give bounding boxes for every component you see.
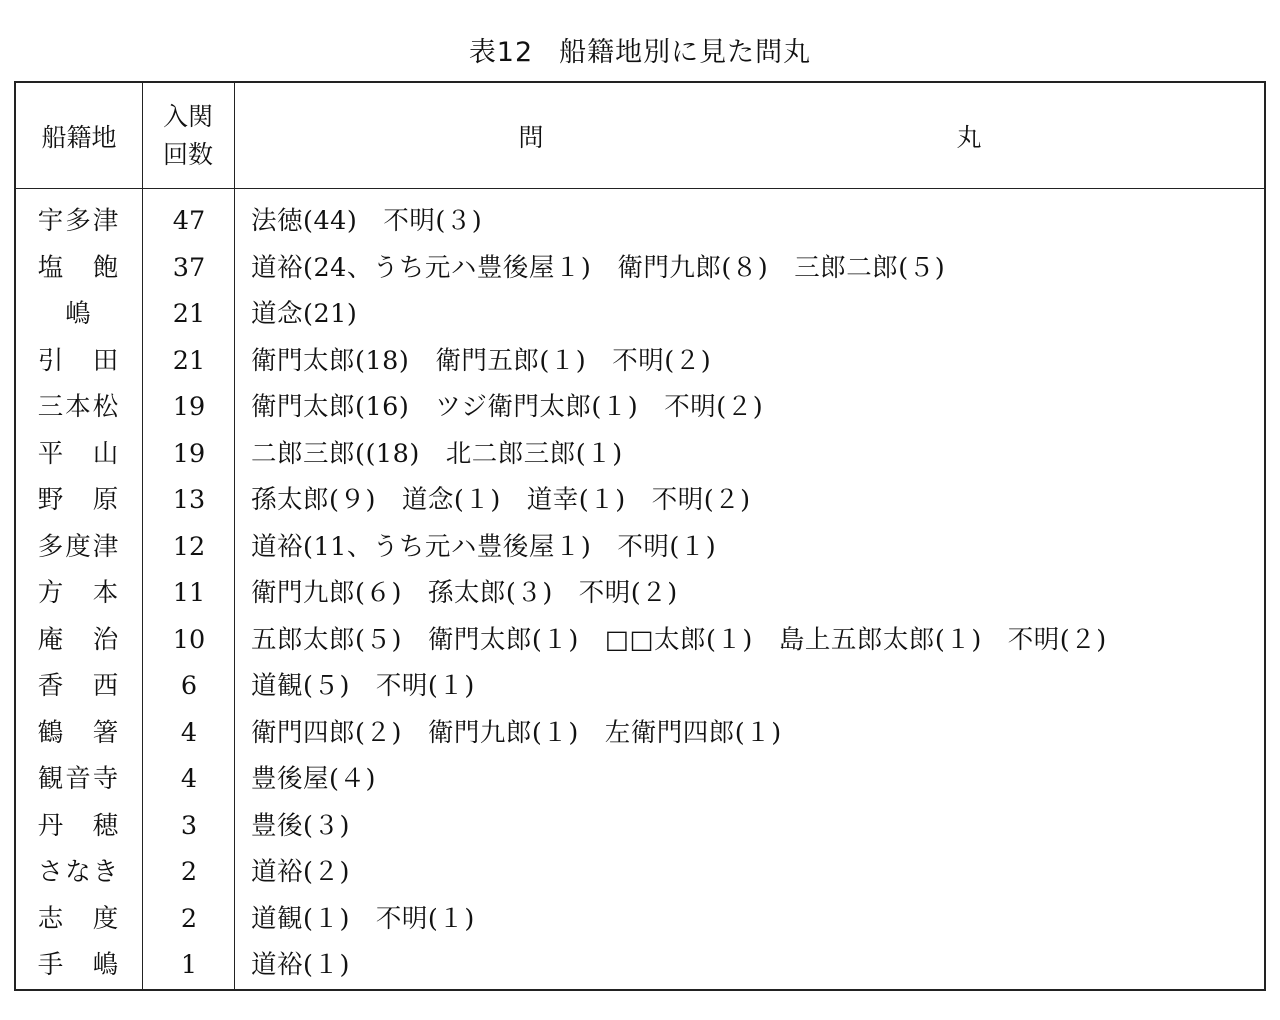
maru-cell: 衛門太郎(18) 衛門五郎(１) 不明(２)	[251, 345, 712, 376]
header-maru-left-label: 問	[518, 122, 544, 152]
maru-cell: 孫太郎(９) 道念(１) 道幸(１) 不明(２)	[251, 485, 751, 515]
count-cell: 37	[172, 252, 206, 283]
place-cell: 観音寺	[37, 764, 121, 794]
table-row	[16, 291, 1264, 338]
table-row	[16, 896, 1264, 943]
table-row	[16, 942, 1264, 989]
count-cell: 13	[172, 485, 206, 515]
maru-cell: 道裕(２)	[251, 857, 350, 887]
table-row	[16, 431, 1264, 478]
maru-cell: 道観(５) 不明(１)	[251, 671, 475, 701]
place-cell: 野 原	[37, 485, 121, 515]
place-cell: 嶋	[65, 299, 93, 329]
count-cell: 19	[172, 392, 206, 422]
place-cell: 三本松	[37, 392, 121, 422]
count-cell: 4	[180, 717, 198, 748]
header-divider	[16, 188, 1264, 189]
header-maru-left	[516, 83, 546, 188]
place-cell: 宇多津	[37, 206, 121, 236]
maru-cell: 豊後屋(４)	[251, 764, 376, 794]
maru-cell: 豊後(３)	[251, 810, 350, 841]
table-row	[16, 245, 1264, 292]
maru-cell: 道念(21)	[251, 299, 358, 329]
maru-cell: 法徳(44) 不明(３)	[251, 206, 483, 236]
place-cell: 引 田	[37, 345, 121, 376]
header-count	[142, 83, 234, 188]
table-row	[16, 338, 1264, 385]
place-cell: さなき	[37, 857, 121, 887]
header-count-line2: 回数	[162, 139, 213, 169]
header-maru-right-label: 丸	[956, 122, 982, 152]
table-row	[16, 198, 1264, 245]
table-row	[16, 710, 1264, 757]
table-row	[16, 663, 1264, 710]
maru-cell: 道裕(24、うち元ハ豊後屋１) 衛門九郎(８) 三郎二郎(５)	[251, 252, 946, 283]
count-cell: 1	[180, 950, 198, 980]
table-row	[16, 384, 1264, 431]
count-cell: 21	[172, 299, 206, 329]
table-title: 船籍地別に見た問丸	[559, 37, 812, 68]
maru-cell: 二郎三郎((18) 北二郎三郎(１)	[251, 438, 623, 469]
count-cell: 47	[172, 206, 206, 236]
table-row	[16, 617, 1264, 664]
maru-cell: 五郎太郎(５) 衛門太郎(１) □□太郎(１) 島上五郎太郎(１) 不明(２)	[251, 624, 1107, 655]
table-number: 表12	[468, 37, 534, 68]
table-row	[16, 849, 1264, 896]
table-row	[16, 524, 1264, 571]
count-cell: 2	[180, 903, 198, 934]
data-table	[14, 81, 1266, 991]
table-row	[16, 803, 1264, 850]
count-cell: 4	[180, 764, 198, 794]
maru-cell: 道観(１) 不明(１)	[251, 903, 475, 934]
count-cell: 6	[180, 671, 198, 701]
place-cell: 志 度	[37, 903, 121, 934]
table-row	[16, 477, 1264, 524]
header-place-label: 船籍地	[41, 122, 117, 152]
count-cell: 10	[172, 624, 206, 655]
place-cell: 方 本	[37, 578, 121, 608]
place-cell: 庵 治	[37, 624, 121, 655]
header-place	[16, 83, 142, 188]
header-maru-right	[954, 83, 984, 188]
count-cell: 19	[172, 438, 206, 469]
place-cell: 香 西	[37, 671, 121, 701]
place-cell: 手 嶋	[37, 950, 121, 980]
maru-cell: 道裕(１)	[251, 950, 350, 980]
count-cell: 3	[180, 810, 198, 841]
place-cell: 鶴 箸	[37, 717, 121, 748]
count-cell: 12	[172, 531, 206, 562]
maru-cell: 衛門九郎(６) 孫太郎(３) 不明(２)	[251, 578, 678, 608]
place-cell: 丹 穂	[37, 810, 121, 841]
count-cell: 11	[172, 578, 206, 608]
place-cell: 塩 飽	[37, 252, 121, 283]
table-caption	[0, 30, 1280, 69]
table-row	[16, 756, 1264, 803]
table-row	[16, 570, 1264, 617]
maru-cell: 衛門太郎(16) ツジ衛門太郎(１) 不明(２)	[251, 392, 764, 422]
maru-cell: 衛門四郎(２) 衛門九郎(１) 左衛門四郎(１)	[251, 717, 782, 748]
count-cell: 2	[180, 857, 198, 887]
place-cell: 多度津	[37, 531, 121, 562]
count-cell: 21	[172, 345, 206, 376]
header-count-line1: 入関	[162, 101, 213, 131]
maru-cell: 道裕(11、うち元ハ豊後屋１) 不明(１)	[251, 531, 717, 562]
place-cell: 平 山	[37, 438, 121, 469]
